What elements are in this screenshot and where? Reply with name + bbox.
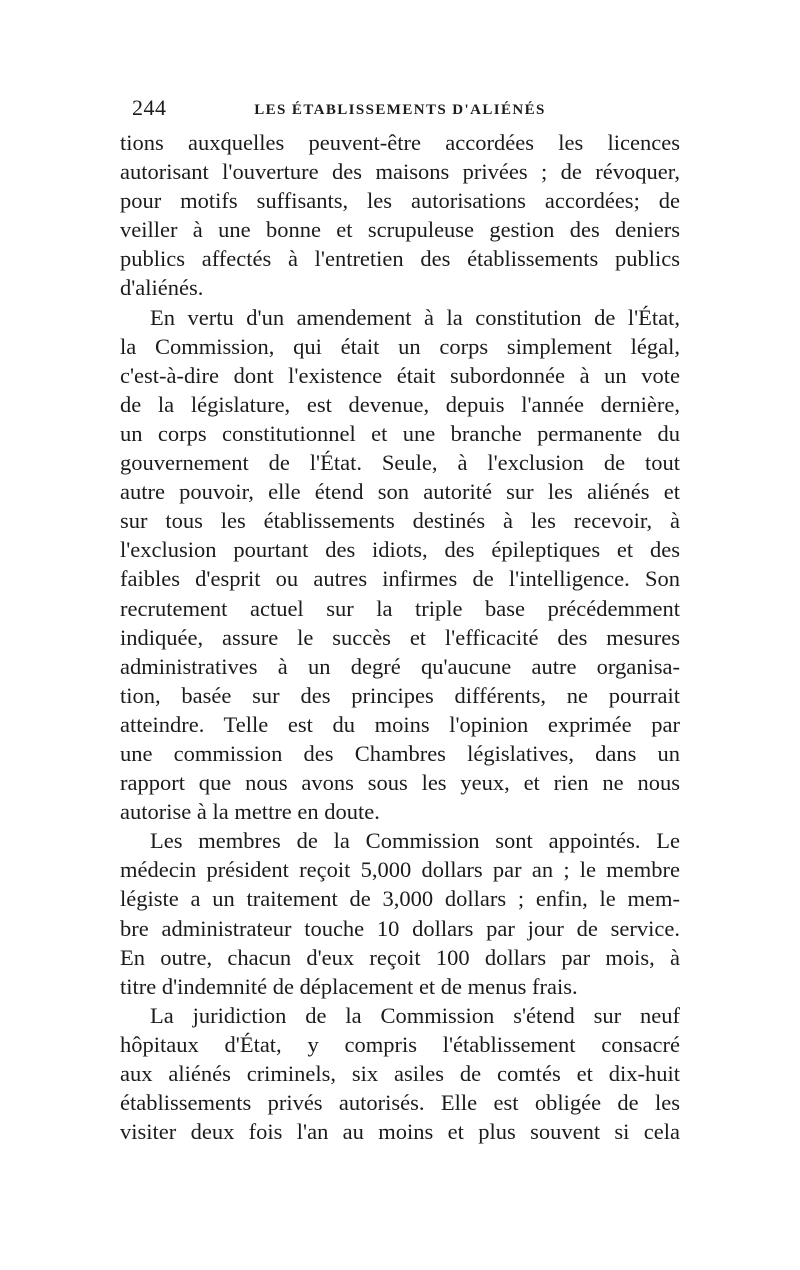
text-line: tions auxquelles peuvent-être accordées les licences <box>120 130 680 155</box>
text-line: rapport que nous avons sous les yeux, et rien ne nous <box>120 770 680 796</box>
text-line: autorise à la mettre en doute. <box>120 799 380 825</box>
page-number: 244 <box>132 95 167 120</box>
text-line: de la législature, est devenue, depuis l'année dernière, <box>120 391 680 417</box>
paragraph-2 <box>120 303 680 827</box>
text-line: légiste a un traitement de 3,000 dollars ; enfin, le mem- <box>120 886 680 912</box>
text-line: faibles d'esprit ou autres infirmes de l'intelligence. Son <box>120 566 680 592</box>
text-line: administratives à un degré qu'aucune autre organisa- <box>120 653 680 679</box>
text-line: bre administrateur touche 10 dollars par jour de service. <box>120 915 680 941</box>
text-line: pour motifs suffisants, les autorisations accordées; de <box>120 188 680 214</box>
text-line: gouvernement de l'État. Seule, à l'exclusion de tout <box>120 450 680 476</box>
body-text <box>120 128 680 1146</box>
text-line: tion, basée sur des principes différents, ne pourrait <box>120 682 680 708</box>
text-line: l'exclusion pourtant des idiots, des épileptiques et des <box>120 537 680 563</box>
text-line: une commission des Chambres législatives, dans un <box>120 740 680 766</box>
text-line: Les membres de la Commission sont appointés. Le <box>150 828 680 854</box>
text-line: titre d'indemnité de déplacement et de menus frais. <box>120 973 578 999</box>
text-line: d'aliénés. <box>120 275 204 301</box>
text-line: En vertu d'un amendement à la constitution de l'État, <box>150 304 680 330</box>
running-head <box>120 88 680 128</box>
text-line: c'est-à-dire dont l'existence était subordonnée à un vote <box>120 362 680 388</box>
text-line: établissements privés autorisés. Elle est obligée de les <box>120 1090 680 1116</box>
paragraph-3 <box>120 826 680 1001</box>
text-line: sur tous les établissements destinés à les recevoir, à <box>120 508 680 534</box>
text-line: indiquée, assure le succès et l'efficacité des mesures <box>120 624 680 650</box>
text-line: atteindre. Telle est du moins l'opinion exprimée par <box>120 711 680 737</box>
paragraph-1 <box>120 128 680 303</box>
text-line: La juridiction de la Commission s'étend sur neuf <box>150 1002 680 1028</box>
text-line: visiter deux fois l'an au moins et plus souvent si cela <box>120 1119 680 1145</box>
text-line: aux aliénés criminels, six asiles de comtés et dix-huit <box>120 1061 680 1086</box>
text-line: recrutement actuel sur la triple base précédemment <box>120 595 680 621</box>
paragraph-4 <box>120 1001 680 1146</box>
text-line: médecin président reçoit 5,000 dollars par an ; le membre <box>120 857 680 883</box>
text-line: autre pouvoir, elle étend son autorité sur les aliénés et <box>120 479 680 505</box>
text-line: autorisant l'ouverture des maisons privées ; de révoquer, <box>120 159 680 185</box>
text-line: veiller à une bonne et scrupuleuse gestion des deniers <box>120 217 680 243</box>
running-title: LES ÉTABLISSEMENTS D'ALIÉNÉS <box>254 102 546 118</box>
text-line: En outre, chacun d'eux reçoit 100 dollars par mois, à <box>120 944 680 970</box>
text-line: un corps constitutionnel et une branche permanente du <box>120 420 680 446</box>
text-line: la Commission, qui était un corps simplement légal, <box>120 333 680 359</box>
text-line: publics affectés à l'entretien des établissements publics <box>120 246 680 272</box>
text-line: hôpitaux d'État, y compris l'établissement consacré <box>120 1031 680 1057</box>
